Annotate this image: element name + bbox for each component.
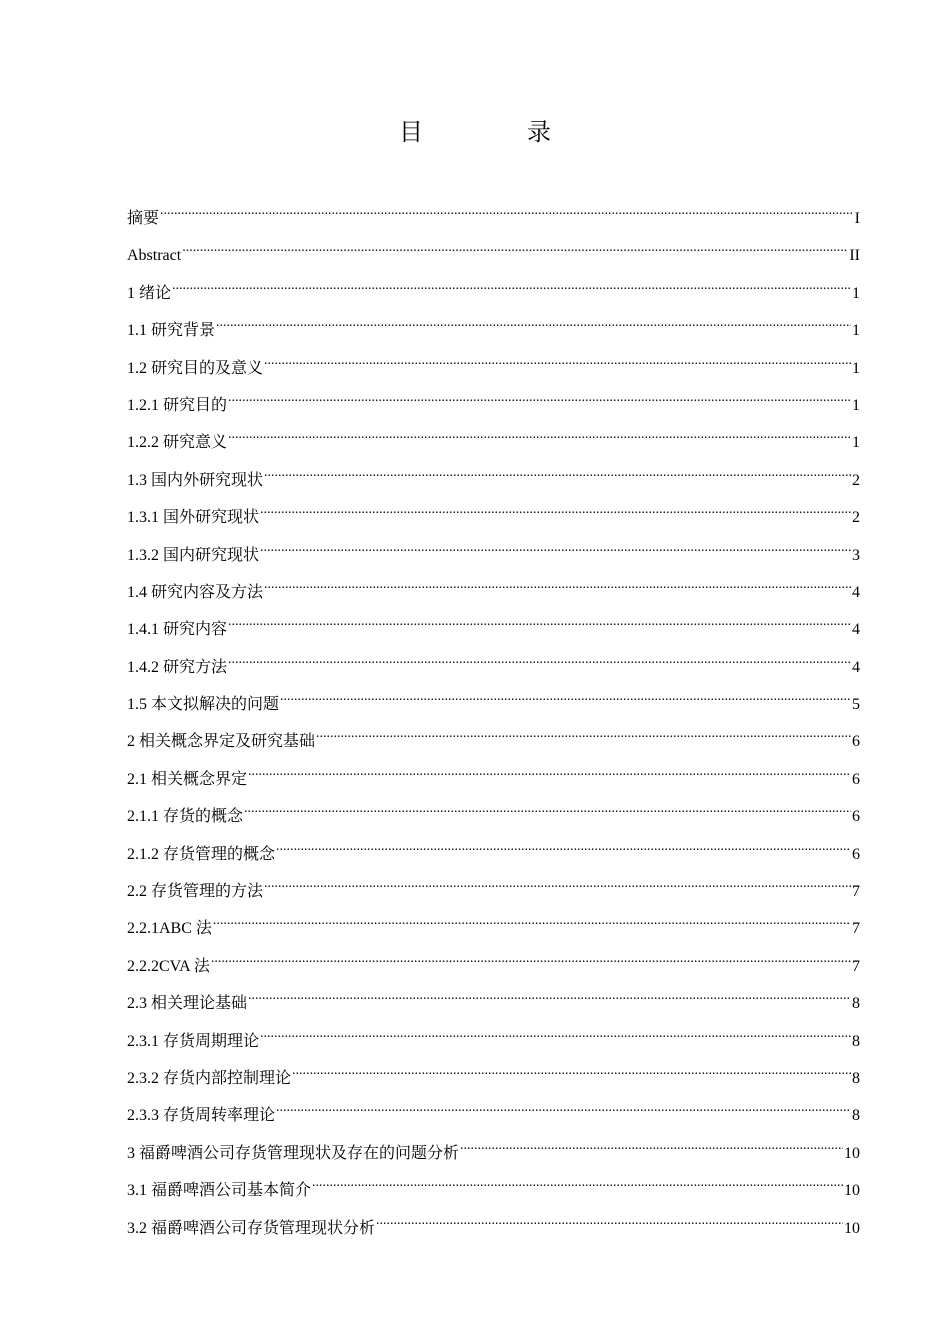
toc-entry-page-number: 6	[852, 770, 860, 788]
toc-entry[interactable]	[127, 1215, 860, 1252]
toc-entry-label: 1.3 国内外研究现状	[127, 471, 264, 489]
toc-entry-label: 2 相关概念界定及研究基础	[127, 733, 316, 751]
toc-entry-label: 3 福爵啤酒公司存货管理现状及存在的问题分析	[127, 1144, 460, 1162]
toc-entry-page-number: 1	[852, 434, 860, 452]
toc-dot-leader	[376, 1217, 843, 1233]
toc-entry-page-number: 4	[852, 621, 860, 639]
toc-entry[interactable]	[127, 504, 860, 541]
toc-entry[interactable]	[127, 467, 860, 504]
toc-entry-page-number: 1	[852, 284, 860, 302]
toc-dot-leader	[264, 357, 851, 373]
toc-entry-label: 2.2.1ABC 法	[127, 920, 212, 938]
toc-dot-leader	[264, 581, 851, 597]
toc-entry[interactable]	[127, 242, 860, 279]
toc-entry-page-number: 8	[852, 1069, 860, 1087]
toc-dot-leader	[213, 917, 851, 933]
toc-dot-leader	[248, 992, 851, 1008]
toc-entry-label: 1.4 研究内容及方法	[127, 583, 264, 601]
toc-entry-page-number: 1	[852, 322, 860, 340]
toc-entry-label: 1.5 本文拟解决的问题	[127, 696, 280, 714]
toc-entry-page-number: 7	[852, 957, 860, 975]
toc-dot-leader	[228, 618, 851, 634]
toc-entry-page-number: 7	[852, 920, 860, 938]
toc-dot-leader	[312, 1179, 843, 1195]
toc-entry-label: 2.3.1 存货周期理论	[127, 1032, 260, 1050]
toc-dot-leader	[276, 1104, 851, 1120]
toc-entry-label: 1.2 研究目的及意义	[127, 359, 264, 377]
toc-dot-leader	[264, 469, 851, 485]
toc-dot-leader	[211, 955, 851, 971]
toc-entry-page-number: 7	[852, 883, 860, 901]
toc-entry[interactable]	[127, 654, 860, 691]
toc-dot-leader	[228, 656, 851, 672]
toc-dot-leader	[228, 394, 851, 410]
toc-entry[interactable]	[127, 429, 860, 466]
toc-entry-page-number: 1	[852, 359, 860, 377]
toc-dot-leader	[172, 282, 851, 298]
toc-entry[interactable]	[127, 1177, 860, 1214]
toc-entry-label: 1.4.2 研究方法	[127, 658, 228, 676]
toc-entry[interactable]	[127, 766, 860, 803]
toc-entry[interactable]	[127, 579, 860, 616]
toc-entry-page-number: I	[854, 210, 860, 227]
toc-dot-leader	[216, 319, 851, 335]
toc-entry-label: 3.1 福爵啤酒公司基本简介	[127, 1182, 312, 1200]
toc-title: 目 录	[399, 118, 591, 146]
toc-entry-page-number: 10	[844, 1219, 860, 1237]
toc-dot-leader	[182, 244, 848, 260]
toc-entry-page-number: 4	[852, 658, 860, 676]
toc-entry-page-number: 5	[852, 696, 860, 714]
toc-dot-leader	[280, 693, 851, 709]
toc-dot-leader	[244, 805, 851, 821]
toc-entry-label: 2.1.1 存货的概念	[127, 808, 244, 826]
toc-entry-page-number: II	[849, 247, 860, 265]
toc-entry-label: 2.2.2CVA 法	[127, 957, 210, 975]
toc-entry[interactable]	[127, 355, 860, 392]
toc-entry[interactable]	[127, 915, 860, 952]
toc-entry-page-number: 8	[852, 1107, 860, 1125]
toc-entry[interactable]	[127, 205, 860, 242]
toc-entry-page-number: 6	[852, 808, 860, 826]
toc-entry-page-number: 8	[852, 995, 860, 1013]
toc-entry-label: 摘要	[127, 210, 160, 227]
toc-entry[interactable]	[127, 317, 860, 354]
toc-entry-page-number: 2	[852, 471, 860, 489]
toc-entry-label: 2.1 相关概念界定	[127, 770, 248, 788]
toc-entry-label: Abstract	[127, 247, 182, 265]
toc-dot-leader	[264, 880, 851, 896]
toc-entry[interactable]	[127, 728, 860, 765]
toc-entry[interactable]	[127, 803, 860, 840]
toc-entry-label: 3.2 福爵啤酒公司存货管理现状分析	[127, 1219, 376, 1237]
toc-entry-label: 2.3 相关理论基础	[127, 995, 248, 1013]
toc-entry[interactable]	[127, 878, 860, 915]
toc-entry[interactable]	[127, 616, 860, 653]
toc-entry-label: 2.3.2 存货内部控制理论	[127, 1069, 292, 1087]
toc-entry[interactable]	[127, 542, 860, 579]
toc-entry-page-number: 3	[852, 546, 860, 564]
toc-entry-label: 1.2.1 研究目的	[127, 396, 228, 414]
toc-dot-leader	[160, 207, 854, 223]
toc-entry-page-number: 10	[844, 1182, 860, 1200]
toc-dot-leader	[316, 730, 851, 746]
toc-entry[interactable]	[127, 392, 860, 429]
toc-entry[interactable]	[127, 841, 860, 878]
toc-entry-label: 2.1.2 存货管理的概念	[127, 845, 276, 863]
toc-entry-label: 1.2.2 研究意义	[127, 434, 228, 452]
toc-dot-leader	[260, 1030, 851, 1046]
toc-dot-leader	[292, 1067, 851, 1083]
toc-entry[interactable]	[127, 280, 860, 317]
toc-entry[interactable]	[127, 953, 860, 990]
toc-entry-label: 1.3.2 国内研究现状	[127, 546, 260, 564]
toc-dot-leader	[260, 506, 851, 522]
toc-entry-page-number: 1	[852, 396, 860, 414]
toc-entry[interactable]	[127, 990, 860, 1027]
toc-entry-label: 2.3.3 存货周转率理论	[127, 1107, 276, 1125]
toc-entry-page-number: 8	[852, 1032, 860, 1050]
table-of-contents	[127, 205, 860, 1252]
toc-entry-label: 1.1 研究背景	[127, 322, 216, 340]
toc-dot-leader	[276, 843, 851, 859]
toc-dot-leader	[260, 544, 851, 560]
toc-entry-page-number: 2	[852, 509, 860, 527]
toc-dot-leader	[460, 1142, 843, 1158]
toc-entry-label: 1.3.1 国外研究现状	[127, 509, 260, 527]
toc-entry-label: 1.4.1 研究内容	[127, 621, 228, 639]
toc-entry-page-number: 6	[852, 845, 860, 863]
toc-entry[interactable]	[127, 1065, 860, 1102]
toc-entry-label: 1 绪论	[127, 284, 172, 302]
toc-entry[interactable]	[127, 691, 860, 728]
toc-entry-label: 2.2 存货管理的方法	[127, 883, 264, 901]
toc-entry-page-number: 10	[844, 1144, 860, 1162]
toc-entry[interactable]	[127, 1140, 860, 1177]
toc-entry-page-number: 6	[852, 733, 860, 751]
toc-dot-leader	[248, 768, 851, 784]
toc-dot-leader	[228, 431, 851, 447]
toc-entry-page-number: 4	[852, 583, 860, 601]
toc-entry[interactable]	[127, 1102, 860, 1139]
toc-entry[interactable]	[127, 1028, 860, 1065]
